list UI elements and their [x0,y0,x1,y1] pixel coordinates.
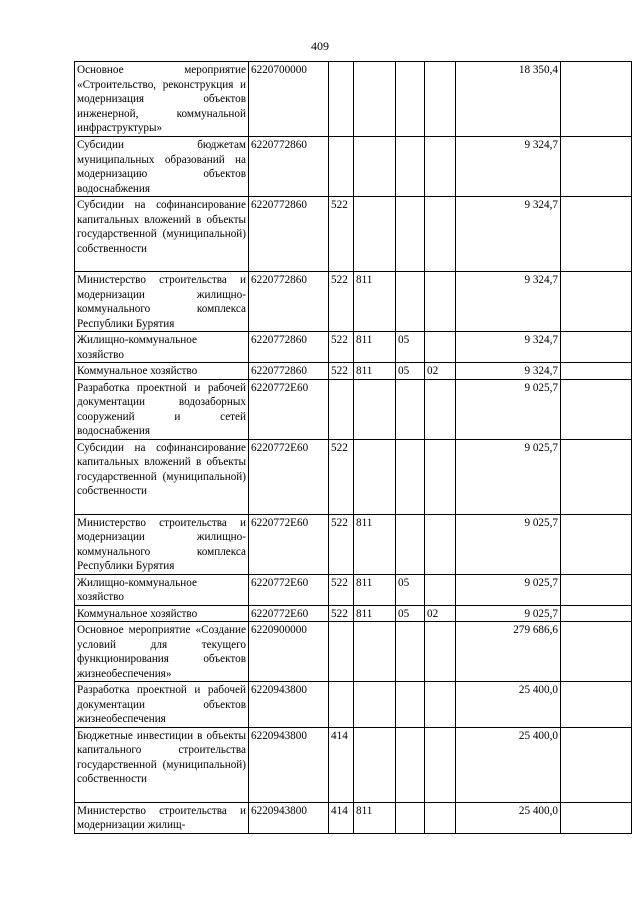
cell-vr: 522 [329,363,354,380]
budget-table-body [75,62,632,834]
cell-vr [329,379,354,439]
cell-pr [425,574,456,605]
cell-grbs [354,439,396,514]
table-row [75,197,632,272]
cell-pr [425,682,456,728]
cell-blank [561,727,632,802]
cell-rz [396,272,425,332]
cell-grbs [354,622,396,682]
cell-grbs [354,137,396,197]
cell-vr: 522 [329,605,354,622]
cell-blank [561,197,632,272]
cell-grbs [354,62,396,137]
cell-grbs: 811 [354,802,396,833]
cell-vr: 522 [329,574,354,605]
cell-amount: 18 350,4 [456,62,561,137]
cell-blank [561,605,632,622]
cell-blank [561,682,632,728]
cell-vr: 522 [329,514,354,574]
table-row [75,332,632,363]
cell-vr: 414 [329,802,354,833]
cell-pr [425,62,456,137]
cell-pr [425,622,456,682]
cell-amount: 9 025,7 [456,439,561,514]
cell-vr: 522 [329,272,354,332]
cell-name: Министерство строительства и модернизации жилищно-коммунального комплекса Республики Бурятия [75,272,249,332]
cell-code: 6220772E60 [249,379,329,439]
cell-code: 6220943800 [249,682,329,728]
cell-pr [425,802,456,833]
table-row [75,272,632,332]
cell-blank [561,272,632,332]
table-row [75,682,632,728]
cell-rz [396,197,425,272]
cell-pr [425,197,456,272]
cell-rz [396,682,425,728]
cell-amount: 9 324,7 [456,137,561,197]
cell-name: Субсидии на софинансирование капитальных вложений в объекты государственной (муниципальной) собственности [75,197,249,272]
cell-name: Коммунальное хозяйство [75,605,249,622]
cell-name: Жилищно-коммунальное хозяйство [75,332,249,363]
cell-rz [396,439,425,514]
cell-name: Коммунальное хозяйство [75,363,249,380]
table-row [75,379,632,439]
table-row [75,137,632,197]
cell-code: 6220700000 [249,62,329,137]
table-row [75,802,632,833]
cell-vr [329,62,354,137]
table-row [75,622,632,682]
cell-rz: 05 [396,332,425,363]
cell-grbs [354,197,396,272]
cell-pr [425,514,456,574]
cell-name: Основное мероприятие «Строительство, реконструкция и модернизация объектов инженерной, коммунальной инфраструктуры» [75,62,249,137]
cell-pr [425,727,456,802]
cell-grbs: 811 [354,272,396,332]
cell-code: 6220772E60 [249,605,329,622]
table-row [75,439,632,514]
cell-rz [396,802,425,833]
table-row [75,62,632,137]
cell-amount: 25 400,0 [456,802,561,833]
cell-code: 6220772E60 [249,439,329,514]
cell-pr [425,379,456,439]
cell-pr [425,439,456,514]
cell-pr: 02 [425,363,456,380]
cell-amount: 9 324,7 [456,363,561,380]
cell-blank [561,137,632,197]
cell-amount: 279 686,6 [456,622,561,682]
cell-code: 6220772860 [249,197,329,272]
cell-amount: 9 025,7 [456,605,561,622]
cell-blank [561,439,632,514]
cell-name: Субсидии на софинансирование капитальных вложений в объекты государственной (муниципальной) собственности [75,439,249,514]
cell-pr [425,332,456,363]
cell-vr: 414 [329,727,354,802]
table-row [75,605,632,622]
cell-amount: 9 025,7 [456,574,561,605]
cell-amount: 9 324,7 [456,332,561,363]
cell-name: Разработка проектной и рабочей документации водозаборных сооружений и сетей водоснабжения [75,379,249,439]
cell-code: 6220772E60 [249,514,329,574]
cell-name: Бюджетные инвестиции в объекты капитального строительства государственной (муниципальной) собственности [75,727,249,802]
cell-code: 6220943800 [249,802,329,833]
cell-amount: 9 324,7 [456,272,561,332]
cell-rz: 05 [396,605,425,622]
cell-amount: 25 400,0 [456,727,561,802]
cell-grbs: 811 [354,605,396,622]
cell-rz [396,514,425,574]
cell-pr [425,272,456,332]
cell-code: 6220900000 [249,622,329,682]
cell-vr: 522 [329,197,354,272]
cell-grbs [354,682,396,728]
cell-blank [561,363,632,380]
cell-vr: 522 [329,332,354,363]
table-row [75,363,632,380]
cell-pr [425,137,456,197]
table-row [75,514,632,574]
budget-table [74,61,632,834]
cell-rz [396,622,425,682]
table-row [75,574,632,605]
cell-vr [329,137,354,197]
cell-rz [396,727,425,802]
cell-name: Министерство строительства и модернизации жилищно-коммунального комплекса Республики Бурятия [75,514,249,574]
cell-grbs: 811 [354,332,396,363]
cell-code: 6220772860 [249,272,329,332]
cell-blank [561,514,632,574]
cell-vr [329,682,354,728]
cell-amount: 9 025,7 [456,379,561,439]
cell-name: Основное мероприятие «Создание условий для текущего функционирования объектов жизнеобеспечения» [75,622,249,682]
cell-pr: 02 [425,605,456,622]
cell-name: Разработка проектной и рабочей документации объектов жизнеобеспечения [75,682,249,728]
cell-rz [396,62,425,137]
cell-grbs: 811 [354,363,396,380]
cell-rz [396,137,425,197]
cell-blank [561,622,632,682]
cell-rz [396,379,425,439]
cell-rz: 05 [396,574,425,605]
cell-vr [329,622,354,682]
cell-blank [561,574,632,605]
cell-grbs [354,379,396,439]
cell-grbs [354,727,396,802]
cell-name: Жилищно-коммунальное хозяйство [75,574,249,605]
cell-amount: 9 324,7 [456,197,561,272]
cell-name: Субсидии бюджетам муниципальных образований на модернизацию объектов водоснабжения [75,137,249,197]
cell-blank [561,62,632,137]
cell-code: 6220772860 [249,137,329,197]
cell-name: Министерство строительства и модернизации жилищ- [75,802,249,833]
cell-code: 6220772860 [249,332,329,363]
cell-blank [561,332,632,363]
cell-blank [561,379,632,439]
cell-code: 6220772860 [249,363,329,380]
cell-code: 6220943800 [249,727,329,802]
cell-grbs: 811 [354,574,396,605]
cell-blank [561,802,632,833]
cell-code: 6220772E60 [249,574,329,605]
cell-grbs: 811 [354,514,396,574]
page-number: 409 [311,39,329,53]
table-row [75,727,632,802]
cell-rz: 05 [396,363,425,380]
cell-vr: 522 [329,439,354,514]
cell-amount: 9 025,7 [456,514,561,574]
cell-amount: 25 400,0 [456,682,561,728]
